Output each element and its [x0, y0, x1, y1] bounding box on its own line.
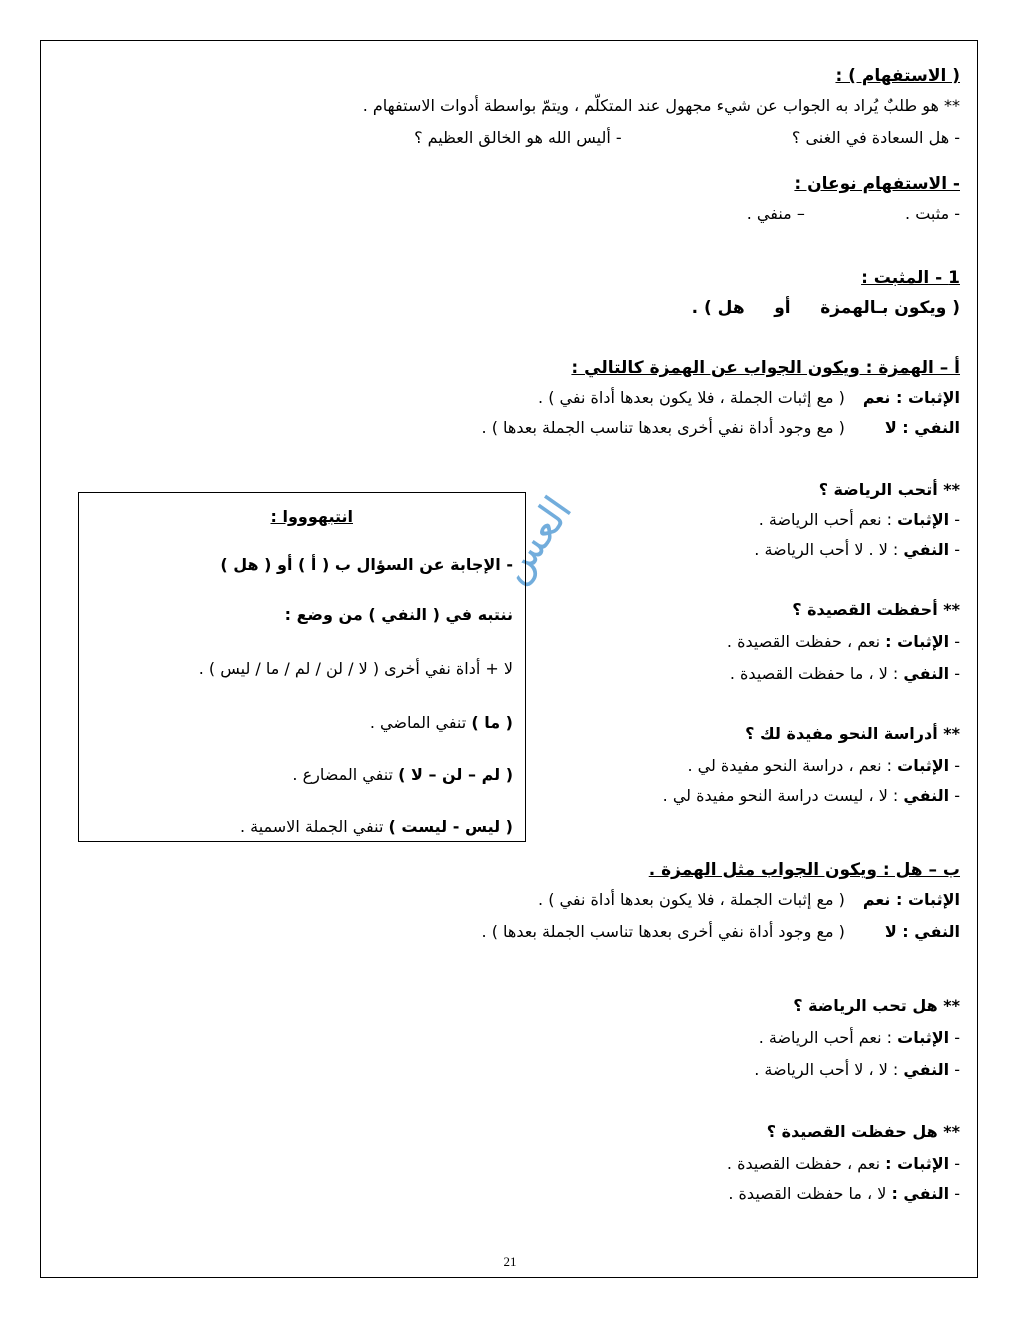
- hal-rule-no: [482, 922, 960, 942]
- yes-text: : نعم أحب الرياضة .: [758, 510, 893, 529]
- yes-label: الإثبات: [897, 756, 950, 775]
- affirmative-tools: ( ويكون بـالهمزة أو هل ) .: [691, 298, 960, 318]
- hamza-example-question: ** أحفظت القصيدة ؟: [792, 600, 960, 619]
- example-2: - أليس الله هو الخالق العظيم ؟: [414, 128, 622, 147]
- hamza-example-no: - النفي : لا . لا أحب الرياضة .: [754, 540, 960, 559]
- note-ma: [370, 713, 513, 733]
- hal-rule-yes: [538, 890, 960, 910]
- hamza-rule-yes: [538, 388, 960, 408]
- lam-label: ( لم – لن – لا ): [398, 765, 513, 784]
- rule-yes-label: الإثبات : نعم: [862, 388, 960, 407]
- hal-title: ب – هل : ويكون الجواب مثل الهمزة .: [648, 860, 960, 880]
- hal-example-yes: - الإثبات : نعم ، حفظت القصيدة .: [726, 1154, 960, 1173]
- no-label: النفي: [903, 540, 950, 559]
- note-laysa: [240, 817, 513, 837]
- no-label: النفي: [903, 1060, 950, 1079]
- note-line-3: لا + أداة نفي أخرى ( لا / لن / لم / ما / ليس ) .: [198, 659, 513, 678]
- hal-example-no: - النفي : لا ، ما حفظت القصيدة .: [728, 1184, 960, 1203]
- example-1: - هل السعادة في الغنى ؟: [791, 128, 960, 147]
- watermark: العس: [490, 488, 582, 592]
- hamza-rule-no: [482, 418, 960, 438]
- no-label: النفي :: [891, 1184, 950, 1203]
- laysa-label: ( ليس - ليست ): [388, 817, 513, 836]
- rule-no-text: ( مع وجود أداة نفي أخرى بعدها تناسب الجملة بعدها ) .: [481, 922, 845, 941]
- note-box: [78, 492, 526, 842]
- no-text: : لا . لا أحب الرياضة .: [754, 540, 899, 559]
- hamza-example-question: ** أدراسة النحو مفيدة لك ؟: [745, 724, 960, 743]
- yes-label: الإثبات: [897, 1028, 950, 1047]
- note-line-2: ننتبه في ( النفي ) من وضع :: [284, 605, 513, 624]
- hal-example-yes: - الإثبات : نعم أحب الرياضة .: [758, 1028, 960, 1047]
- no-text: : لا ، ما حفظت القصيدة .: [729, 664, 899, 683]
- no-text: : لا ، ليست دراسة النحو مفيدة لي .: [662, 786, 899, 805]
- laysa-text: تنفي الجملة الاسمية .: [239, 817, 384, 836]
- note-lam: [292, 765, 513, 785]
- yes-label: الإثبات :: [885, 632, 950, 651]
- hamza-example-no: - النفي : لا ، ما حفظت القصيدة .: [729, 664, 960, 683]
- page-number: 21: [503, 1254, 517, 1269]
- hamza-example-question: ** أتحب الرياضة ؟: [818, 480, 960, 499]
- hal-example-no: - النفي : لا ، لا أحب الرياضة .: [754, 1060, 960, 1079]
- section-title-istifham: ( الاستفهام ) :: [835, 66, 960, 86]
- types-title: - الاستفهام نوعان :: [794, 174, 960, 194]
- types-list: [747, 204, 960, 224]
- yes-text: : نعم أحب الرياضة .: [758, 1028, 893, 1047]
- rule-yes-text: ( مع إثبات الجملة ، فلا يكون بعدها أداة نفي ) .: [538, 388, 845, 407]
- hamza-title: أ – الهمزة : ويكون الجواب عن الهمزة كالتالي :: [571, 358, 960, 378]
- hal-example-question: ** هل حفظت القصيدة ؟: [766, 1122, 960, 1141]
- rule-yes-text: ( مع إثبات الجملة ، فلا يكون بعدها أداة نفي ) .: [538, 890, 845, 909]
- hamza-example-yes: - الإثبات : نعم ، حفظت القصيدة .: [726, 632, 960, 651]
- rule-no-text: ( مع وجود أداة نفي أخرى بعدها تناسب الجملة بعدها ) .: [481, 418, 845, 437]
- rule-no-label: النفي : لا: [884, 418, 960, 437]
- hal-example-question: ** هل تحب الرياضة ؟: [793, 996, 960, 1015]
- affirmative-title: 1 - المثبت :: [861, 268, 960, 288]
- no-text: : لا ، لا أحب الرياضة .: [754, 1060, 899, 1079]
- note-line-1: - الإجابة عن السؤال ب ( أ ) أو ( هل ): [220, 555, 513, 574]
- intro-examples: [414, 128, 960, 148]
- type-1: - مثبت .: [905, 204, 960, 223]
- ma-text: تنفي الماضي .: [369, 713, 467, 732]
- note-title: انتبهوووا :: [270, 507, 353, 526]
- yes-label: الإثبات: [897, 510, 950, 529]
- ma-label: ( ما ): [471, 713, 513, 732]
- type-2: – منفي .: [746, 204, 805, 223]
- no-label: النفي: [903, 664, 950, 683]
- definition: ** هو طلبٌ يُراد به الجواب عن شيء مجهول عند المتكلّم ، ويتمّ بواسطة أدوات الاستفهام .: [362, 96, 960, 115]
- rule-yes-label: الإثبات : نعم: [862, 890, 960, 909]
- yes-text: : نعم ، دراسة النحو مفيدة لي .: [687, 756, 893, 775]
- rule-no-label: النفي : لا: [884, 922, 960, 941]
- hamza-example-yes: - الإثبات : نعم أحب الرياضة .: [758, 510, 960, 529]
- lam-text: تنفي المضارع .: [292, 765, 393, 784]
- yes-text: نعم ، حفظت القصيدة .: [726, 632, 881, 651]
- no-text: لا ، ما حفظت القصيدة .: [728, 1184, 887, 1203]
- no-label: النفي: [903, 786, 950, 805]
- yes-label: الإثبات :: [885, 1154, 950, 1173]
- hamza-example-no: - النفي : لا ، ليست دراسة النحو مفيدة لي .: [662, 786, 960, 805]
- yes-text: نعم ، حفظت القصيدة .: [726, 1154, 881, 1173]
- hamza-example-yes: - الإثبات : نعم ، دراسة النحو مفيدة لي .: [687, 756, 960, 775]
